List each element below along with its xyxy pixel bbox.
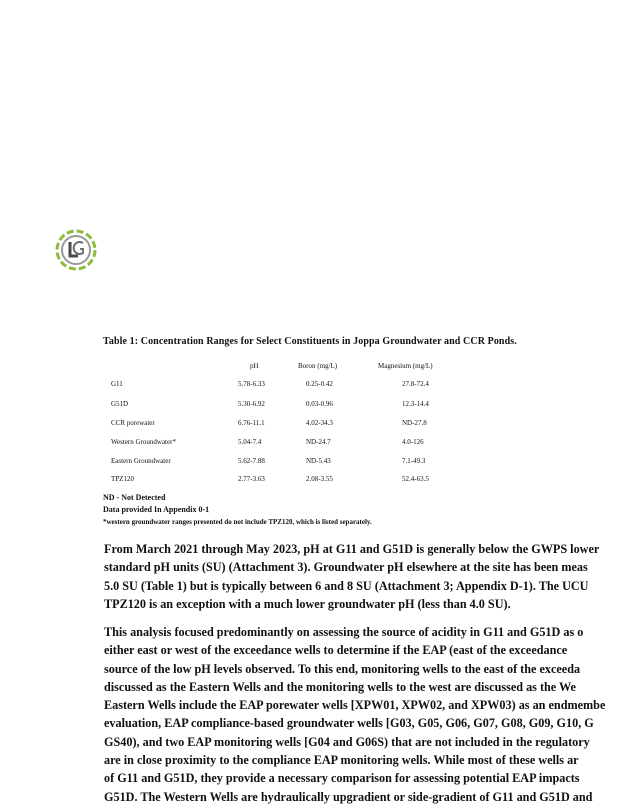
company-logo-icon	[54, 228, 98, 272]
paragraph-line: either east or west of the exceedance wells to determine if the EAP (east of the exceedance	[104, 643, 568, 658]
paragraph-line: of G11 and G51D, they provide a necessary comparison for assessing potential EAP impacts	[104, 771, 580, 786]
table-cell: ND-5.43	[306, 457, 331, 465]
table-cell: G11	[111, 380, 123, 388]
data-table	[0, 362, 618, 490]
table-cell: 5.78-6.33	[238, 380, 265, 388]
paragraph-line: discussed as the Eastern Wells and the monitoring wells to the west are discussed as the We	[104, 679, 576, 694]
paragraph-line: are in close proximity to the compliance EAP monitoring wells. While most of these wells ar	[104, 753, 579, 768]
table-cell: ND-24.7	[306, 438, 331, 446]
note-western: *western groundwater ranges presented do not include TPZ120, which is listed separately.	[103, 518, 372, 526]
table-cell: 0.03-0.96	[306, 400, 333, 408]
paragraph-line: standard pH units (SU) (Attachment 3). Groundwater pH elsewhere at the site has been meas	[104, 560, 588, 575]
body-paragraph-2	[104, 623, 618, 806]
table-cell: 2.08-3.55	[306, 475, 333, 483]
note-nd: ND - Not Detected	[103, 493, 166, 502]
table-cell: TPZ120	[111, 475, 134, 483]
table-cell: 5.62-7.88	[238, 457, 265, 465]
table-cell: G51D	[111, 400, 129, 408]
table-cell: 4.0-126	[402, 438, 424, 446]
table-notes	[103, 492, 372, 528]
table-header-cell: Magnesium (mg/L)	[378, 362, 433, 370]
paragraph-line: From March 2021 through May 2023, pH at G11 and G51D is generally below the GWPS lower	[104, 542, 600, 556]
paragraph-line: 5.0 SU (Table 1) but is typically between 6 and 8 SU (Attachment 3; Appendix D-1). The UCU	[104, 578, 589, 593]
table-cell: Western Groundwater*	[111, 438, 176, 446]
table-header-cell: Boron (mg/L)	[298, 362, 338, 370]
table-caption: Table 1: Concentration Ranges for Select Constituents in Joppa Groundwater and CCR Ponds.	[103, 336, 517, 347]
table-cell: 2.77-3.63	[238, 475, 265, 483]
paragraph-line: source of the low pH levels observed. To this end, monitoring wells to the east of the exceeda	[104, 661, 581, 676]
table-cell: 5.04-7.4	[238, 438, 262, 446]
paragraph-line: evaluation, EAP compliance-based groundwater wells [G03, G05, G06, G07, G08, G09, G10, G	[104, 716, 594, 731]
note-data-source: Data provided In Appendix 0-1	[103, 505, 210, 514]
paragraph-line: Eastern Wells include the EAP porewater wells [XPW01, XPW02, and XPW03) as an endmembe	[104, 698, 606, 713]
table-cell: ND-27.8	[402, 419, 427, 427]
table-cell: CCR porewater	[111, 419, 155, 427]
paragraph-line: TPZ120 is an exception with a much lower groundwater pH (less than 4.0 SU).	[104, 596, 511, 611]
table-cell: 27.8-72.4	[402, 380, 429, 388]
table-cell: Eastern Groundwater	[111, 457, 171, 465]
paragraph-line: This analysis focused predominantly on assessing the source of acidity in G11 and G51D as o	[104, 625, 584, 639]
paragraph-line: G51D. The Western Wells are hydraulically upgradient or side-gradient of G11 and G51D and	[104, 789, 593, 804]
table-cell: 5.30-6.92	[238, 400, 265, 408]
table-cell: 6.76-11.1	[238, 419, 265, 427]
table-cell: 12.3-14.4	[402, 400, 429, 408]
table-cell: 7.1-49.3	[402, 457, 426, 465]
paragraph-line: GS40), and two EAP monitoring wells [G04 and G06S) that are not included in the regulatory	[104, 734, 590, 749]
table-cell: 4.02-34.3	[306, 419, 333, 427]
table-header-cell: pH	[250, 362, 259, 370]
body-paragraph-1	[104, 540, 618, 613]
table-cell: 0.25-0.42	[306, 380, 333, 388]
table-cell: 52.4-63.5	[402, 475, 429, 483]
